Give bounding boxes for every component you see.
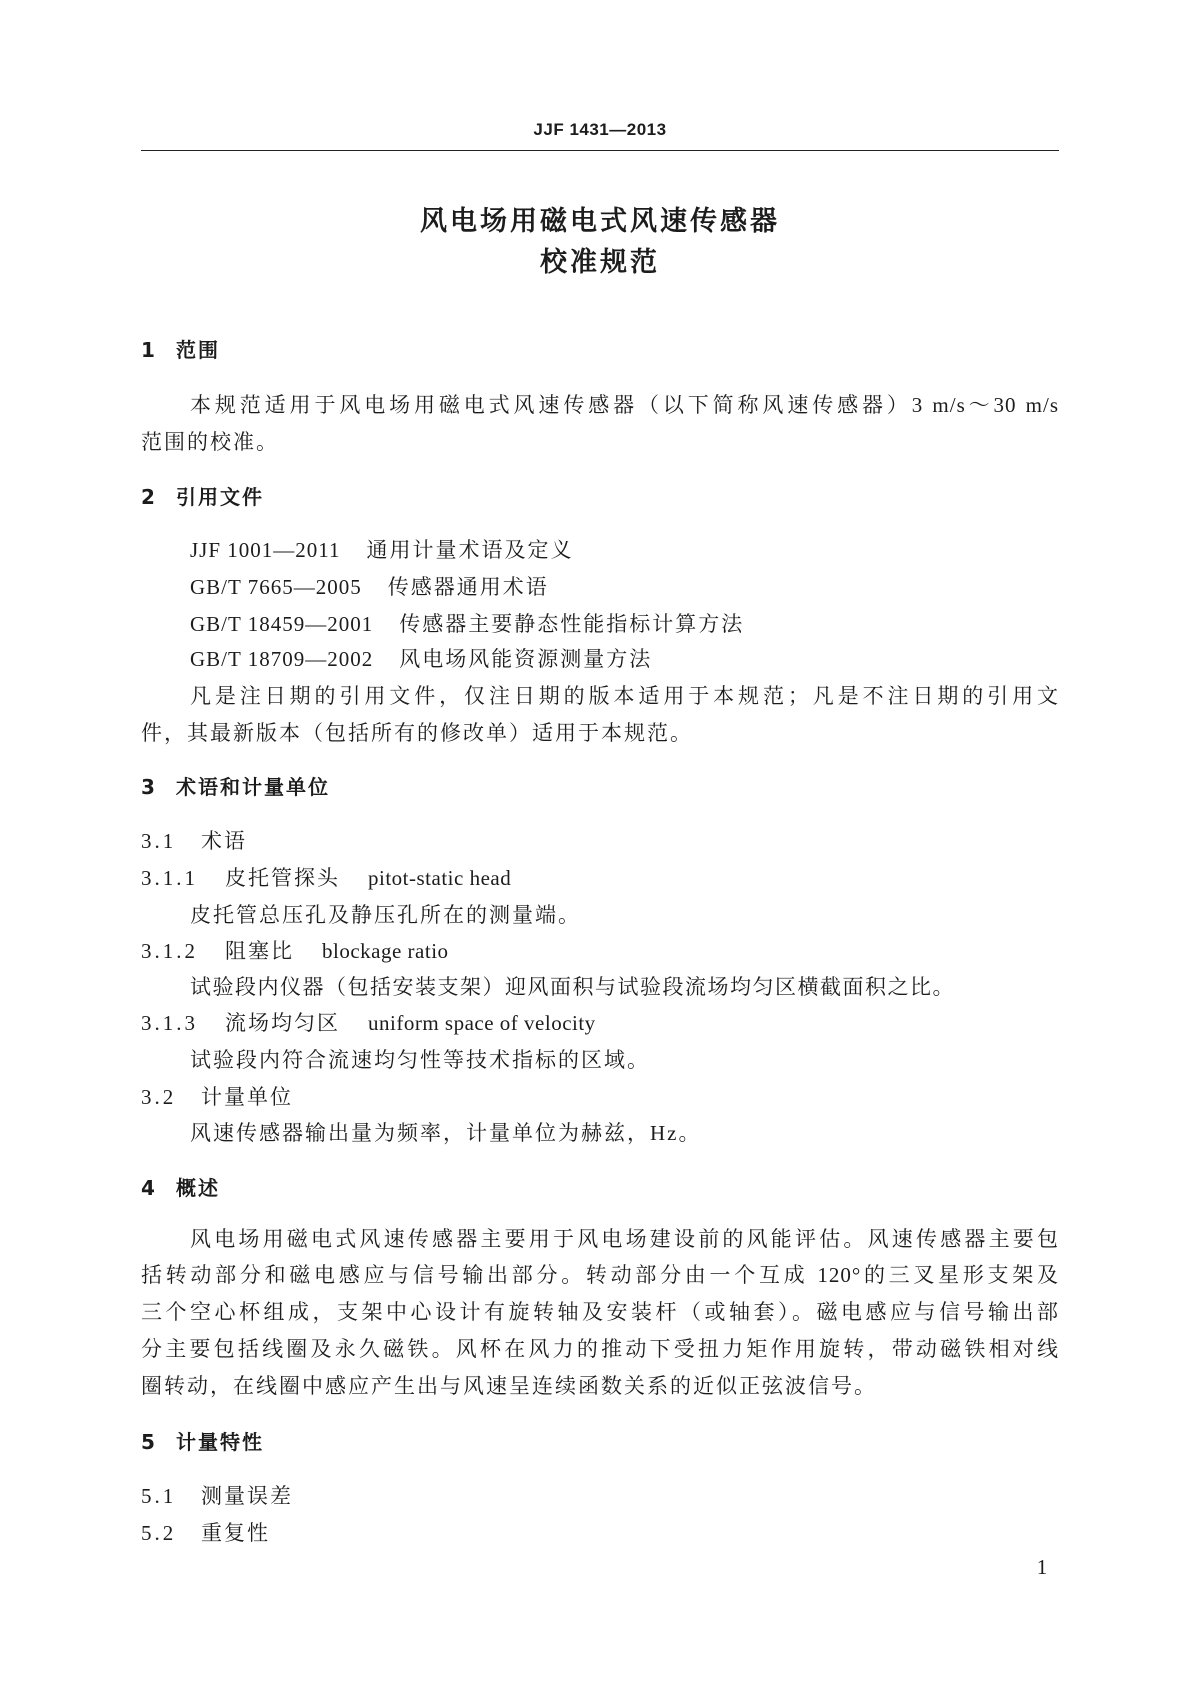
- header-rule: [141, 150, 1059, 151]
- section-number: 4: [141, 1176, 155, 1200]
- term-definition: 试验段内仪器（包括安装支架）迎风面积与试验段流场均匀区横截面积之比。: [190, 975, 955, 999]
- reference-code: GB/T 18459—2001: [190, 612, 374, 636]
- paragraph-line: 分主要包括线圈及永久磁铁。风杯在风力的推动下受扭力矩作用旋转，带动磁铁相对线: [141, 1337, 1059, 1361]
- term-heading: [141, 1005, 1059, 1041]
- term-chinese: 阻塞比: [225, 939, 294, 963]
- term-english: pitot-static head: [368, 866, 512, 890]
- term-english: blockage ratio: [322, 939, 449, 963]
- reference-item: [141, 569, 1059, 605]
- term-chinese: 皮托管探头: [225, 866, 340, 890]
- section-number: 3: [141, 775, 155, 799]
- section-number: 5: [141, 1430, 155, 1454]
- paragraph-line: 凡是注日期的引用文件，仅注日期的版本适用于本规范；凡是不注日期的引用文: [190, 684, 1059, 708]
- reference-code: JJF 1001—2011: [190, 538, 341, 562]
- subsection-number: 5.1: [141, 1484, 177, 1508]
- paragraph-line: 本规范适用于风电场用磁电式风速传感器（以下简称风速传感器）3 m/s～30 m/s: [190, 393, 1059, 417]
- subsection-title: 重复性: [201, 1521, 270, 1545]
- section-heading-references: [141, 479, 264, 515]
- term-chinese: 流场均匀区: [225, 1011, 340, 1035]
- section-title: 引用文件: [176, 485, 264, 509]
- term-number: 3.1.2: [141, 939, 198, 963]
- section-number: 1: [141, 338, 155, 362]
- reference-title: 传感器通用术语: [387, 575, 549, 599]
- subsection-heading: [141, 1478, 1059, 1514]
- subsection-number: 3.2: [141, 1085, 177, 1109]
- term-definition: 皮托管总压孔及静压孔所在的测量端。: [190, 903, 581, 927]
- paragraph-line: 风电场用磁电式风速传感器主要用于风电场建设前的风能评估。风速传感器主要包: [190, 1227, 1059, 1251]
- subsection-title: 测量误差: [201, 1484, 293, 1508]
- reference-title: 风电场风能资源测量方法: [399, 647, 653, 671]
- subsection-heading: [141, 1079, 1059, 1115]
- subsection-title: 计量单位: [201, 1085, 293, 1109]
- running-header: JJF 1431—2013: [533, 120, 667, 139]
- paragraph-line: 件，其最新版本（包括所有的修改单）适用于本规范。: [141, 721, 693, 745]
- section-heading-terms: [141, 769, 330, 805]
- reference-title: 传感器主要静态性能指标计算方法: [399, 612, 745, 636]
- section-heading-scope: [141, 332, 220, 368]
- subsection-number: 5.2: [141, 1521, 177, 1545]
- paragraph-line: 范围的校准。: [141, 430, 279, 454]
- reference-code: GB/T 7665—2005: [190, 575, 362, 599]
- subsection-title: 术语: [201, 829, 247, 853]
- reference-title: 通用计量术语及定义: [366, 538, 574, 562]
- page-number: 1: [1036, 1555, 1048, 1579]
- term-heading: [141, 860, 1059, 896]
- section-heading-overview: [141, 1170, 220, 1206]
- paragraph-line: 括转动部分和磁电感应与信号输出部分。转动部分由一个互成 120°的三叉星形支架及: [141, 1263, 1059, 1287]
- section-title: 概述: [176, 1176, 220, 1200]
- paragraph-line: 三个空心杯组成，支架中心设计有旋转轴及安装杆（或轴套）。磁电感应与信号输出部: [141, 1300, 1059, 1324]
- section-title: 计量特性: [176, 1430, 264, 1454]
- paragraph-line: 圈转动，在线圈中感应产生出与风速呈连续函数关系的近似正弦波信号。: [141, 1374, 877, 1398]
- term-definition: 试验段内符合流速均匀性等技术指标的区域。: [190, 1048, 650, 1072]
- subsection-heading: [141, 1515, 1059, 1551]
- section-number: 2: [141, 485, 155, 509]
- paragraph-line: 风速传感器输出量为频率，计量单位为赫兹，Hz。: [190, 1121, 702, 1145]
- document-title-line2: 校准规范: [540, 247, 660, 278]
- term-number: 3.1.1: [141, 866, 198, 890]
- document-title-line1: 风电场用磁电式风速传感器: [420, 206, 780, 237]
- reference-item: [141, 532, 1059, 568]
- term-english: uniform space of velocity: [368, 1011, 596, 1035]
- section-heading-metrology: [141, 1424, 264, 1460]
- subsection-number: 3.1: [141, 829, 177, 853]
- subsection-heading: [141, 823, 1059, 859]
- term-heading: [141, 933, 1059, 969]
- reference-code: GB/T 18709—2002: [190, 647, 374, 671]
- reference-item: [141, 641, 1059, 677]
- section-title: 范围: [176, 338, 220, 362]
- section-title: 术语和计量单位: [176, 775, 330, 799]
- term-number: 3.1.3: [141, 1011, 198, 1035]
- reference-item: [141, 606, 1059, 642]
